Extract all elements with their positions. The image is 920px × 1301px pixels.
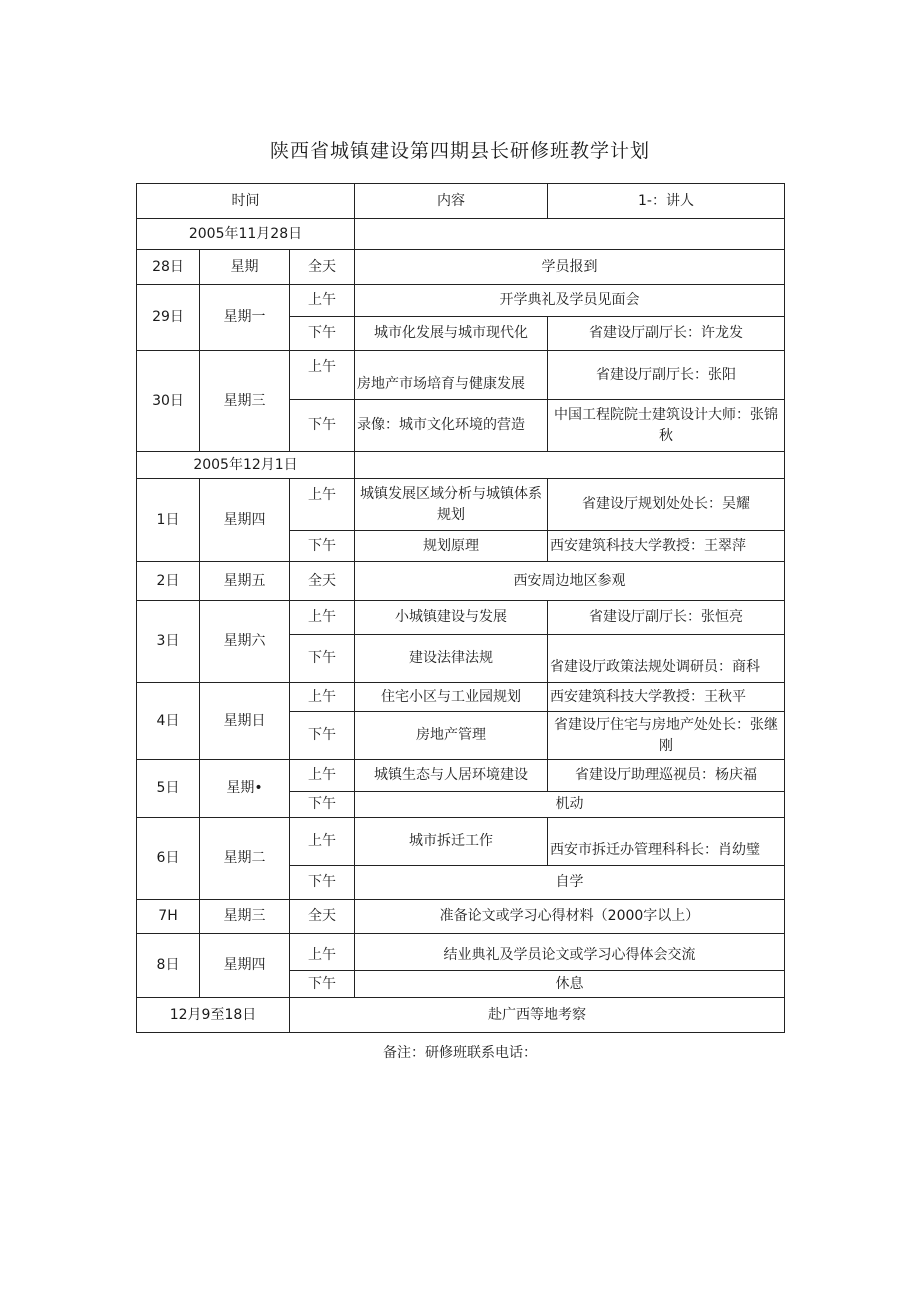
content-cell: 城市化发展与城市现代化 (355, 317, 548, 351)
period-cell: 下午 (290, 635, 355, 683)
period-cell: 上午 (290, 818, 355, 866)
weekday-cell: 星期• (200, 760, 290, 818)
period-cell: 下午 (290, 531, 355, 562)
content-cell: 房地产市场培育与健康发展 (355, 351, 548, 400)
table-row (137, 562, 785, 601)
weekday-cell: 星期六 (200, 601, 290, 683)
section-blank (355, 219, 785, 250)
schedule-table (136, 183, 785, 1033)
content-cell: 房地产管理 (355, 712, 548, 760)
period-cell: 下午 (290, 971, 355, 998)
speaker-cell: 西安建筑科技大学教授：王翠萍 (548, 531, 785, 562)
section-row (137, 219, 785, 250)
day-cell: 30日 (137, 351, 200, 452)
period-cell: 上午 (290, 351, 355, 400)
table-row (137, 285, 785, 317)
content-cell: 赴广西等地考察 (290, 998, 785, 1033)
content-cell: 小城镇建设与发展 (355, 601, 548, 635)
weekday-cell: 星期日 (200, 683, 290, 760)
content-cell: 学员报到 (355, 250, 785, 285)
content-cell: 城市拆迁工作 (355, 818, 548, 866)
table-row (137, 250, 785, 285)
content-cell: 结业典礼及学员论文或学习心得体会交流 (355, 934, 785, 971)
content-cell: 西安周边地区参观 (355, 562, 785, 601)
period-cell: 全天 (290, 900, 355, 934)
weekday-cell: 星期四 (200, 934, 290, 998)
period-cell: 下午 (290, 792, 355, 818)
day-cell: 3日 (137, 601, 200, 683)
content-cell: 住宅小区与工业园规划 (355, 683, 548, 712)
period-cell: 下午 (290, 400, 355, 452)
table-row (137, 479, 785, 531)
period-cell: 上午 (290, 934, 355, 971)
content-cell: 城镇生态与人居环境建设 (355, 760, 548, 792)
weekday-cell: 星期四 (200, 479, 290, 562)
weekday-cell: 星期五 (200, 562, 290, 601)
section-row (137, 452, 785, 479)
table-row (137, 934, 785, 971)
header-content: 内容 (355, 184, 548, 219)
weekday-cell: 星期二 (200, 818, 290, 900)
period-cell: 上午 (290, 479, 355, 531)
day-cell: 28日 (137, 250, 200, 285)
speaker-cell: 省建设厅住宅与房地产处处长：张继刚 (548, 712, 785, 760)
period-cell: 上午 (290, 760, 355, 792)
table-row (137, 760, 785, 792)
period-cell: 上午 (290, 683, 355, 712)
footnote: 备注：研修班联系电话： (383, 1045, 537, 1061)
content-cell: 录像：城市文化环境的营造 (355, 400, 548, 452)
weekday-cell: 星期三 (200, 351, 290, 452)
day-cell: 2日 (137, 562, 200, 601)
header-time: 时间 (137, 184, 355, 219)
content-cell: 规划原理 (355, 531, 548, 562)
content-cell: 休息 (355, 971, 785, 998)
content-cell: 机动 (355, 792, 785, 818)
period-cell: 全天 (290, 250, 355, 285)
speaker-cell: 西安建筑科技大学教授：王秋平 (548, 683, 785, 712)
speaker-cell: 省建设厅副厅长：张恒亮 (548, 601, 785, 635)
day-cell: 6日 (137, 818, 200, 900)
period-cell: 全天 (290, 562, 355, 601)
content-cell: 建设法律法规 (355, 635, 548, 683)
speaker-cell: 省建设厅规划处处长：吴耀 (548, 479, 785, 531)
weekday-cell: 星期一 (200, 285, 290, 351)
day-cell: 1日 (137, 479, 200, 562)
date-range-cell: 12月9至18日 (137, 998, 290, 1033)
day-cell: 7H (137, 900, 200, 934)
weekday-cell: 星期三 (200, 900, 290, 934)
period-cell: 下午 (290, 712, 355, 760)
table-row (137, 351, 785, 400)
period-cell: 上午 (290, 601, 355, 635)
speaker-cell: 省建设厅政策法规处调研员：商科 (548, 635, 785, 683)
day-cell: 5日 (137, 760, 200, 818)
section-date-nov: 2005年11月28日 (137, 219, 355, 250)
page-title: 陕西省城镇建设第四期县长研修班教学计划 (269, 140, 650, 162)
content-cell: 准备论文或学习心得材料（2000字以上） (355, 900, 785, 934)
speaker-cell: 省建设厅副厅长：张阳 (548, 351, 785, 400)
speaker-cell: 西安市拆迁办管理科科长：肖幼璧 (548, 818, 785, 866)
speaker-cell: 省建设厅副厅长：许龙发 (548, 317, 785, 351)
day-cell: 29日 (137, 285, 200, 351)
period-cell: 下午 (290, 317, 355, 351)
table-row (137, 601, 785, 635)
content-cell: 自学 (355, 866, 785, 900)
weekday-cell: 星期 (200, 250, 290, 285)
table-header-row (137, 184, 785, 219)
table-row (137, 900, 785, 934)
period-cell: 下午 (290, 866, 355, 900)
section-date-dec: 2005年12月1日 (137, 452, 355, 479)
table-row (137, 998, 785, 1033)
period-cell: 上午 (290, 285, 355, 317)
content-cell: 开学典礼及学员见面会 (355, 285, 785, 317)
table-row (137, 818, 785, 866)
section-blank (355, 452, 785, 479)
header-speaker: 1-：讲人 (548, 184, 785, 219)
day-cell: 8日 (137, 934, 200, 998)
speaker-cell: 中国工程院院士建筑设计大师：张锦秋 (548, 400, 785, 452)
content-cell: 城镇发展区域分析与城镇体系规划 (355, 479, 548, 531)
day-cell: 4日 (137, 683, 200, 760)
table-row (137, 683, 785, 712)
speaker-cell: 省建设厅助理巡视员：杨庆福 (548, 760, 785, 792)
